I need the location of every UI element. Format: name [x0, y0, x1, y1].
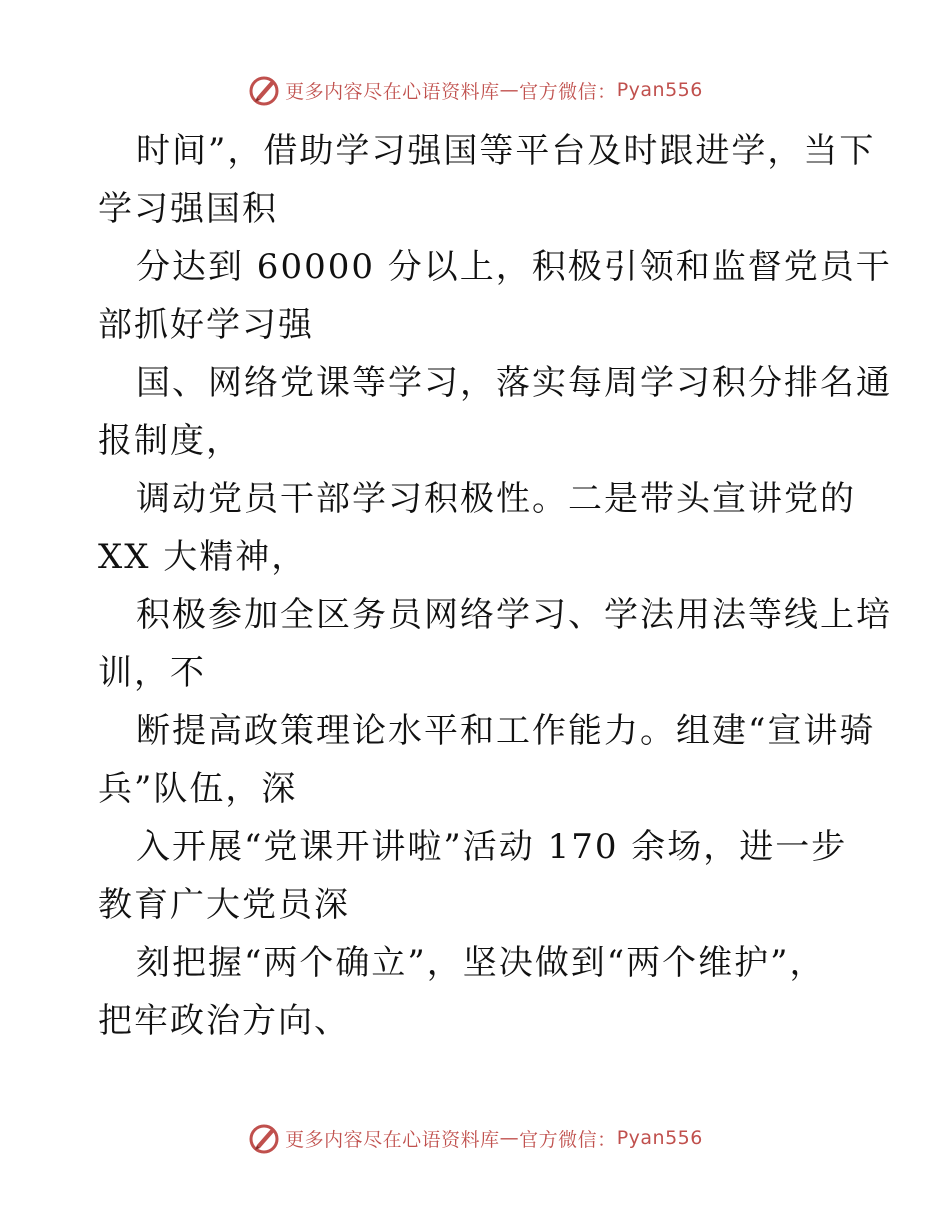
paragraph-line: 训，不 — [98, 653, 206, 693]
watermark-dash: — — [499, 1127, 520, 1149]
watermark-text: 更多内容尽在心语资料库 — [285, 1128, 500, 1151]
paragraph-line: 调动党员干部学习积极性。二是带头宣讲党的 — [136, 479, 856, 519]
watermark-dash: — — [499, 79, 520, 101]
document-body — [98, 122, 892, 1050]
paragraph-line: 刻把握“两个确立”，坚决做到“两个维护”， — [136, 943, 826, 983]
paragraph-line: XX 大精神， — [98, 537, 308, 577]
watermark-text: 更多内容尽在心语资料库 — [285, 80, 500, 103]
pen-circle-logo-icon — [247, 73, 281, 107]
paragraph-line: 国、网络党课等学习，落实每周学习积分排名通 — [136, 363, 892, 403]
paragraph-line: 断提高政策理论水平和工作能力。组建“宣讲骑 — [136, 711, 876, 751]
pen-circle-logo-icon — [247, 1121, 281, 1155]
paragraph-line: 入开展“党课开讲啦”活动 170 余场，进一步 — [136, 827, 848, 867]
watermark-handle: Pyan556 — [616, 79, 703, 101]
watermark-label: 官方微信： — [519, 80, 617, 103]
paragraph-line: 部抓好学习强 — [98, 305, 314, 345]
watermark-label: 官方微信： — [519, 1128, 617, 1151]
paragraph-line: 报制度， — [98, 421, 242, 461]
watermark-handle: Pyan556 — [616, 1127, 703, 1149]
footer-watermark — [0, 1118, 950, 1158]
paragraph-line: 把牢政治方向、 — [98, 1001, 350, 1041]
paragraph-line: 分达到 60000 分以上，积极引领和监督党员干 — [136, 247, 892, 287]
paragraph-line: 兵”队伍，深 — [98, 769, 298, 809]
header-watermark — [0, 70, 950, 110]
paragraph-line: 教育广大党员深 — [98, 885, 350, 925]
paragraph-line: 学习强国积 — [98, 189, 278, 229]
paragraph-line: 时间”，借助学习强国等平台及时跟进学，当下 — [136, 131, 876, 171]
paragraph-line: 积极参加全区务员网络学习、学法用法等线上培 — [136, 595, 892, 635]
